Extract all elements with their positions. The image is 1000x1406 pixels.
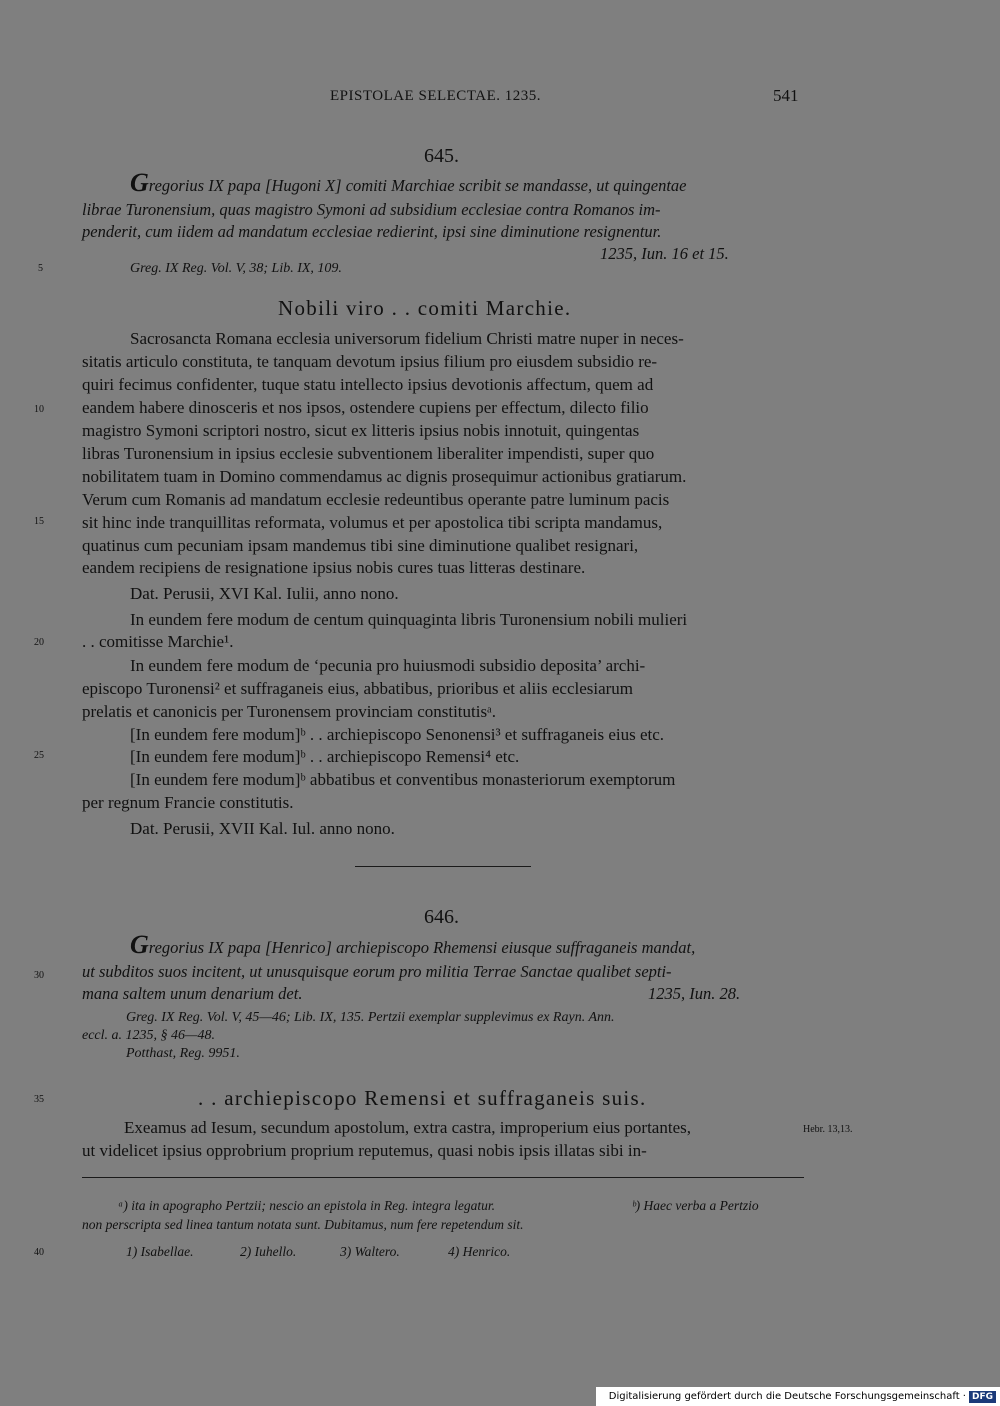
- margin-reference: Hebr. 13,13.: [803, 1124, 853, 1135]
- page-number: 541: [773, 86, 799, 105]
- summary-line: Gregorius IX papa [Henrico] archiepiscopo Rhemensi eiusque suffraganeis mandat,: [130, 930, 696, 959]
- body-line: [In eundem fere modum]ᵇ abbatibus et conventibus monasteriorum exemptorum: [130, 770, 676, 789]
- body-line: libras Turonensium in ipsius ecclesie subventionem liberaliter impendisti, super quo: [82, 444, 655, 463]
- dfg-logo: DFG: [969, 1391, 996, 1403]
- drop-initial: G: [130, 930, 149, 959]
- body-line: prelatis et canonicis per Turonensem provinciam constitutisᵃ.: [82, 702, 496, 721]
- body-line: Sacrosancta Romana ecclesia universorum fidelium Christi matre nuper in neces-: [130, 329, 684, 348]
- body-line: . . comitisse Marchie¹.: [82, 632, 234, 651]
- footnote-rule: [82, 1177, 804, 1178]
- letter-address: Nobili viro . . comiti Marchie.: [278, 296, 572, 320]
- line-number: 20: [34, 637, 44, 648]
- line-number: 40: [34, 1247, 44, 1258]
- body-line: Exeamus ad Iesum, secundum apostolum, extra castra, improperium eius portantes,: [124, 1118, 691, 1137]
- summary-line: mana saltem unum denarium det.: [82, 984, 303, 1003]
- dating-clause: Dat. Perusii, XVI Kal. Iulii, anno nono.: [130, 584, 399, 603]
- body-line: sit hinc inde tranquillitas reformata, volumus et per apostolica tibi scripta mandamus,: [82, 513, 663, 532]
- body-line: ut videlicet ipsius opprobrium proprium reputemus, quasi nobis ipsis illatas sibi in-: [82, 1141, 647, 1160]
- footnote-a: ᵃ) ita in apographo Pertzii; nescio an epistola in Reg. integra legatur.: [118, 1198, 495, 1213]
- body-line: [In eundem fere modum]ᵇ . . archiepiscopo Remensi⁴ etc.: [130, 747, 520, 766]
- body-line: nobilitatem tuam in Domino commendamus ac dignis prosequimur actionibus gratiarum.: [82, 467, 687, 486]
- letter-number: 646.: [424, 906, 459, 928]
- line-number: 15: [34, 516, 44, 527]
- footnote-b: ᵇ) Haec verba a Pertzio: [632, 1198, 759, 1213]
- letter-date: 1235, Iun. 28.: [648, 984, 741, 1003]
- footer-text: Digitalisierung gefördert durch die Deutsche Forschungsgemeinschaft ·: [608, 1391, 966, 1402]
- drop-initial: G: [130, 168, 149, 197]
- line-number: 30: [34, 970, 44, 981]
- source-reference: Greg. IX Reg. Vol. V, 45—46; Lib. IX, 135. Pertzii exemplar supplevimus ex Rayn. Ann.: [126, 1010, 615, 1025]
- body-line: sitatis articulo constituta, te tanquam devotum ipsius filium pro eiusdem subsidio re-: [82, 352, 658, 371]
- body-line: In eundem fere modum de centum quinquaginta libris Turonensium nobili mulieri: [130, 610, 688, 629]
- body-line: quiri fecimus confidenter, tuque statu intellecto ipsius devotionis affectum, quem ad: [82, 375, 654, 394]
- summary-line: librae Turonensium, quas magistro Symoni ad subsidium ecclesiae contra Romanos im-: [82, 200, 661, 219]
- section-divider: [355, 866, 531, 867]
- footnote-1: 1) Isabellae.: [126, 1244, 194, 1259]
- body-line: episcopo Turonensi² et suffraganeis eius, abbatibus, prioribus et aliis ecclesiarum: [82, 679, 634, 698]
- digitization-footer: [596, 1387, 1000, 1406]
- summary-line: penderit, cum iidem ad mandatum ecclesiae redierint, ipsi sine diminutione resignentur.: [82, 222, 662, 241]
- footnote-4: 4) Henrico.: [448, 1244, 511, 1259]
- source-reference: Potthast, Reg. 9951.: [126, 1046, 240, 1061]
- source-reference: Greg. IX Reg. Vol. V, 38; Lib. IX, 109.: [130, 261, 342, 276]
- footnote-b-continued: non perscripta sed linea tantum notata sunt. Dubitamus, num fere repetendum sit.: [82, 1217, 524, 1232]
- letter-number: 645.: [424, 145, 459, 167]
- running-title: EPISTOLAE SELECTAE. 1235.: [330, 88, 542, 104]
- body-line: In eundem fere modum de ‘pecunia pro huiusmodi subsidio deposita’ archi-: [130, 656, 646, 675]
- body-line: magistro Symoni scriptori nostro, sicut ex litteris ipsius nobis innotuit, quingentas: [82, 421, 640, 440]
- line-number: 5: [38, 263, 43, 274]
- dating-clause: Dat. Perusii, XVII Kal. Iul. anno nono.: [130, 819, 395, 838]
- summary-line: Gregorius IX papa [Hugoni X] comiti Marchiae scribit se mandasse, ut quingentae: [130, 168, 687, 197]
- body-line: eandem habere dinosceris et nos ipsos, ostendere cupiens per effectum, dilecto filio: [82, 398, 649, 417]
- footnote-3: 3) Waltero.: [340, 1244, 400, 1259]
- body-line: quatinus cum pecuniam ipsam mandemus tibi sine diminutione qualibet resignari,: [82, 536, 639, 555]
- letter-address: . . archiepiscopo Remensi et suffraganeis suis.: [198, 1086, 647, 1110]
- body-line: eandem recipiens de resignatione ipsius nobis cures tuas litteras destinare.: [82, 558, 586, 577]
- line-number: 10: [34, 404, 44, 415]
- footnote-2: 2) Iuhello.: [240, 1244, 297, 1259]
- body-line: Verum cum Romanis ad mandatum ecclesie redeuntibus operante patre luminum pacis: [82, 490, 670, 509]
- body-line: per regnum Francie constitutis.: [82, 793, 294, 812]
- letter-date: 1235, Iun. 16 et 15.: [600, 244, 729, 263]
- line-number: 25: [34, 750, 44, 761]
- source-reference: eccl. a. 1235, § 46—48.: [82, 1028, 215, 1043]
- body-line: [In eundem fere modum]ᵇ . . archiepiscopo Senonensi³ et suffraganeis eius etc.: [130, 725, 665, 744]
- line-number: 35: [34, 1094, 44, 1105]
- summary-line: ut subditos suos incitent, ut unusquisque eorum pro militia Terrae Sanctae qualibet septi-: [82, 962, 672, 981]
